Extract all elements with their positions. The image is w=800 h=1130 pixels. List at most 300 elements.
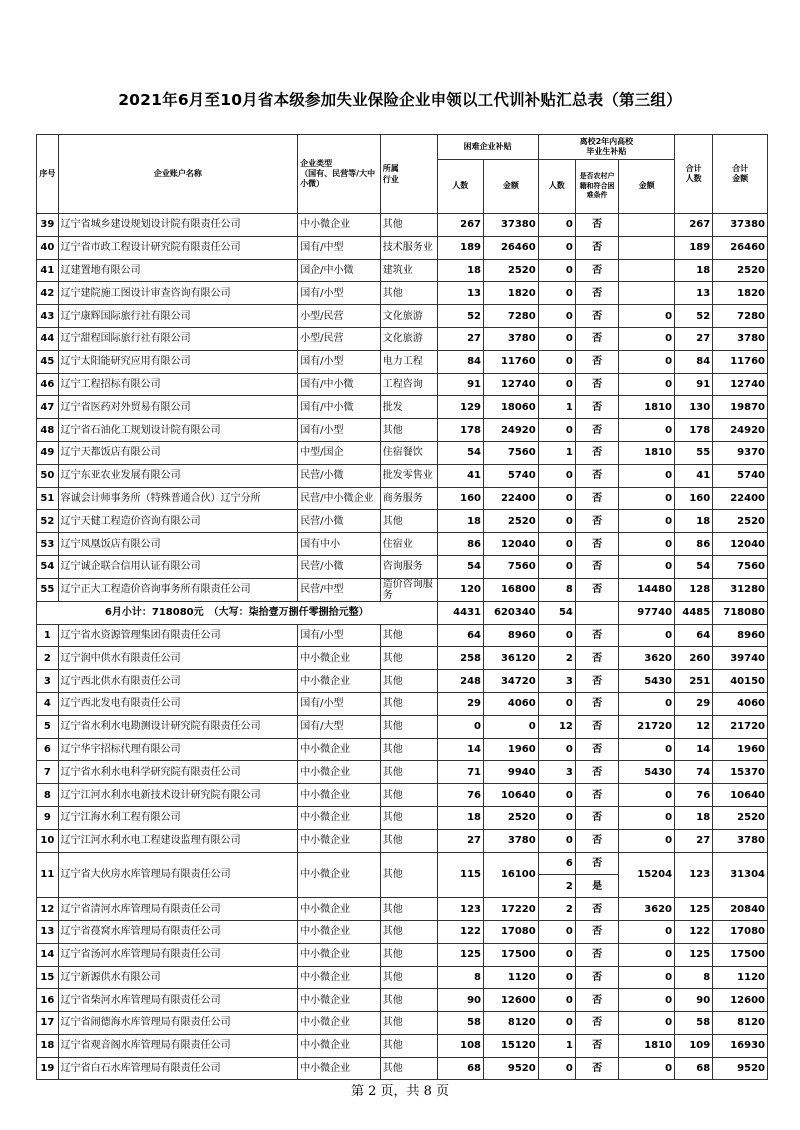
hard-people: 86 [437, 533, 483, 556]
table-row [37, 670, 768, 693]
row-no: 53 [37, 533, 59, 556]
industry: 其他 [380, 692, 437, 715]
grad-people: 0 [538, 305, 575, 328]
industry: 电力工程 [380, 350, 437, 373]
grad-people: 1 [538, 396, 575, 419]
total-amount: 7560 [713, 555, 768, 578]
total-people: 27 [675, 327, 713, 350]
rural-flag: 否 [575, 761, 618, 784]
grad-people: 0 [538, 373, 575, 396]
company-name: 辽宁凤凰饭店有限公司 [58, 533, 298, 556]
industry: 其他 [380, 898, 437, 921]
subtotal-hard-amount: 620340 [484, 601, 539, 624]
grad-amount: 0 [619, 350, 675, 373]
company-type: 中小微企业 [298, 989, 381, 1012]
company-name: 辽宁诚企联合信用认证有限公司 [58, 555, 298, 578]
hard-amount: 8960 [484, 624, 539, 647]
total-people: 58 [675, 1012, 713, 1035]
total-amount: 3780 [713, 327, 768, 350]
industry: 咨询服务 [380, 555, 437, 578]
company-name: 辽宁省清河水库管理局有限责任公司 [58, 898, 298, 921]
hard-people: 18 [437, 510, 483, 533]
table-row [37, 327, 768, 350]
total-amount: 7280 [713, 305, 768, 328]
header-total-people: 合计 人数 [675, 135, 713, 214]
grad-people: 0 [538, 214, 575, 237]
hard-amount: 7560 [484, 441, 539, 464]
rural-flag: 否 [575, 784, 618, 807]
total-people: 84 [675, 350, 713, 373]
total-amount: 8960 [713, 624, 768, 647]
grad-people: 0 [538, 806, 575, 829]
company-type: 国有/小型 [298, 282, 381, 305]
grad-amount: 0 [619, 419, 675, 442]
industry: 其他 [380, 419, 437, 442]
company-type: 民营/小微 [298, 555, 381, 578]
rural-flag: 否 [575, 350, 618, 373]
rural-flag: 否 [575, 966, 618, 989]
row-no: 47 [37, 396, 59, 419]
header-hard-group: 困难企业补贴 [437, 135, 538, 160]
grad-people: 3 [538, 761, 575, 784]
table-row [37, 510, 768, 533]
subtotal-label: 6月小计：718080元 （大写：柒拾壹万捌仟零捌拾元整） [37, 601, 438, 624]
grad-people: 0 [538, 966, 575, 989]
company-type: 国有/中型 [298, 236, 381, 259]
table-row [37, 305, 768, 328]
hard-people: 120 [437, 578, 483, 601]
total-people: 13 [675, 282, 713, 305]
hard-people: 160 [437, 487, 483, 510]
grad-people: 0 [538, 738, 575, 761]
hard-people: 18 [437, 806, 483, 829]
grad-amount: 14480 [619, 578, 675, 601]
table-row [37, 533, 768, 556]
rural-flag: 否 [575, 419, 618, 442]
total-amount: 39740 [713, 647, 768, 670]
company-type: 中型/国企 [298, 441, 381, 464]
industry: 其他 [380, 1012, 437, 1035]
grad-people: 1 [538, 1034, 575, 1057]
total-amount: 2520 [713, 510, 768, 533]
total-amount: 31280 [713, 578, 768, 601]
total-amount: 3780 [713, 829, 768, 852]
industry: 文化旅游 [380, 305, 437, 328]
company-type: 国有/小型 [298, 692, 381, 715]
rural-flag: 否 [575, 578, 618, 601]
grad-amount: 0 [619, 533, 675, 556]
hard-amount: 5740 [484, 464, 539, 487]
rural-flag: 否 [575, 898, 618, 921]
total-amount: 26460 [713, 236, 768, 259]
grad-amount: 0 [619, 305, 675, 328]
company-name: 辽宁西北供水有限责任公司 [58, 670, 298, 693]
rural-flag: 否 [575, 533, 618, 556]
hard-amount: 11760 [484, 350, 539, 373]
company-name: 辽宁省医药对外贸易有限公司 [58, 396, 298, 419]
total-people: 123 [675, 852, 713, 898]
industry: 造价咨询服务 [380, 578, 437, 601]
total-amount: 12040 [713, 533, 768, 556]
hard-amount: 3780 [484, 327, 539, 350]
grad-people: 0 [538, 327, 575, 350]
row-no: 54 [37, 555, 59, 578]
row-no: 6 [37, 738, 59, 761]
row-no: 11 [37, 852, 59, 898]
hard-amount: 15120 [484, 1034, 539, 1057]
total-amount: 2520 [713, 806, 768, 829]
industry: 住宿餐饮 [380, 441, 437, 464]
grad-people: 0 [538, 989, 575, 1012]
rural-flag: 否 [575, 670, 618, 693]
total-amount: 16930 [713, 1034, 768, 1057]
hard-amount: 1820 [484, 282, 539, 305]
grad-people: 0 [538, 236, 575, 259]
total-amount: 12740 [713, 373, 768, 396]
grad-amount: 0 [619, 738, 675, 761]
hard-amount: 17500 [484, 943, 539, 966]
hard-people: 8 [437, 966, 483, 989]
row-no: 5 [37, 715, 59, 738]
total-amount: 1120 [713, 966, 768, 989]
total-people: 86 [675, 533, 713, 556]
total-people: 122 [675, 920, 713, 943]
grad-amount: 0 [619, 464, 675, 487]
company-type: 民营/中型 [298, 578, 381, 601]
table-row [37, 715, 768, 738]
industry: 其他 [380, 784, 437, 807]
company-type: 中小微企业 [298, 1057, 381, 1080]
company-type: 国有/中小微 [298, 373, 381, 396]
row-no: 7 [37, 761, 59, 784]
grad-amount: 0 [619, 692, 675, 715]
total-amount: 8120 [713, 1012, 768, 1035]
header-type: 企业类型 （国有、民营等/大中小微） [298, 135, 381, 214]
hard-people: 27 [437, 327, 483, 350]
header-grad-group: 离校2年内高校 毕业生补贴 [538, 135, 674, 160]
total-people: 189 [675, 236, 713, 259]
company-type: 中小微企业 [298, 670, 381, 693]
total-people: 76 [675, 784, 713, 807]
total-amount: 15370 [713, 761, 768, 784]
table-row [37, 966, 768, 989]
row-no: 48 [37, 419, 59, 442]
hard-people: 123 [437, 898, 483, 921]
table-row [37, 373, 768, 396]
company-type: 国有/大型 [298, 715, 381, 738]
table-row [37, 784, 768, 807]
industry: 其他 [380, 282, 437, 305]
hard-people: 18 [437, 259, 483, 282]
rural-flag: 否 [575, 852, 618, 875]
company-name: 辽宁建院施工图设计审查咨询有限公司 [58, 282, 298, 305]
row-no: 46 [37, 373, 59, 396]
industry: 其他 [380, 510, 437, 533]
total-people: 74 [675, 761, 713, 784]
total-amount: 10640 [713, 784, 768, 807]
table-row [37, 236, 768, 259]
total-amount: 37380 [713, 214, 768, 237]
industry: 文化旅游 [380, 327, 437, 350]
rural-flag: 否 [575, 829, 618, 852]
total-people: 8 [675, 966, 713, 989]
grad-amount: 0 [619, 373, 675, 396]
rural-flag: 否 [575, 487, 618, 510]
company-type: 中小微企业 [298, 852, 381, 898]
total-people: 160 [675, 487, 713, 510]
hard-amount: 1120 [484, 966, 539, 989]
grad-people: 8 [538, 578, 575, 601]
header-rural: 是否农村户籍和符合困难条件 [575, 160, 618, 214]
grad-amount: 3620 [619, 647, 675, 670]
grad-people: 2 [538, 647, 575, 670]
subtotal-row [37, 601, 768, 624]
row-no: 9 [37, 806, 59, 829]
hard-people: 122 [437, 920, 483, 943]
total-people: 251 [675, 670, 713, 693]
company-type: 国有中小 [298, 533, 381, 556]
industry: 其他 [380, 829, 437, 852]
grad-amount: 0 [619, 966, 675, 989]
hard-people: 27 [437, 829, 483, 852]
grad-people: 1 [538, 441, 575, 464]
table-row [37, 419, 768, 442]
grad-people: 3 [538, 670, 575, 693]
company-name: 辽宁省柴河水库管理局有限责任公司 [58, 989, 298, 1012]
company-name: 容诚会计师事务所（特殊普通合伙）辽宁分所 [58, 487, 298, 510]
total-people: 91 [675, 373, 713, 396]
company-type: 中小微企业 [298, 647, 381, 670]
total-people: 14 [675, 738, 713, 761]
total-people: 125 [675, 898, 713, 921]
rural-flag: 否 [575, 1034, 618, 1057]
hard-amount: 2520 [484, 510, 539, 533]
subtotal-rural [575, 601, 618, 624]
row-no: 39 [37, 214, 59, 237]
company-type: 中小微企业 [298, 829, 381, 852]
company-name: 辽宁江河水利水电新技术设计研究院有限公司 [58, 784, 298, 807]
row-no: 41 [37, 259, 59, 282]
hard-amount: 12600 [484, 989, 539, 1012]
rural-flag: 否 [575, 441, 618, 464]
row-no: 51 [37, 487, 59, 510]
industry: 其他 [380, 989, 437, 1012]
company-name: 辽宁润中供水有限责任公司 [58, 647, 298, 670]
total-people: 64 [675, 624, 713, 647]
subtotal-hard-people: 4431 [437, 601, 483, 624]
company-type: 国有/小型 [298, 350, 381, 373]
grad-people: 0 [538, 1057, 575, 1080]
hard-amount: 3780 [484, 829, 539, 852]
company-type: 中小微企业 [298, 761, 381, 784]
grad-amount: 0 [619, 989, 675, 1012]
industry: 其他 [380, 715, 437, 738]
company-type: 小型/民营 [298, 305, 381, 328]
hard-people: 267 [437, 214, 483, 237]
total-amount: 11760 [713, 350, 768, 373]
total-amount: 20840 [713, 898, 768, 921]
grad-amount: 21720 [619, 715, 675, 738]
header-industry: 所属 行业 [380, 135, 437, 214]
table-row [37, 487, 768, 510]
row-no: 52 [37, 510, 59, 533]
row-no: 18 [37, 1034, 59, 1057]
grad-amount: 0 [619, 784, 675, 807]
company-type: 民营/小微 [298, 510, 381, 533]
table-row [37, 692, 768, 715]
rural-flag: 否 [575, 464, 618, 487]
company-name: 辽宁太阳能研究应用有限公司 [58, 350, 298, 373]
hard-people: 248 [437, 670, 483, 693]
grad-people: 0 [538, 350, 575, 373]
table-row [37, 806, 768, 829]
hard-amount: 7560 [484, 555, 539, 578]
hard-people: 129 [437, 396, 483, 419]
company-name: 辽宁天健工程造价咨询有限公司 [58, 510, 298, 533]
industry: 其他 [380, 214, 437, 237]
table-row [37, 898, 768, 921]
row-no: 42 [37, 282, 59, 305]
industry: 其他 [380, 852, 437, 898]
total-people: 178 [675, 419, 713, 442]
company-name: 辽宁天都饭店有限公司 [58, 441, 298, 464]
grad-amount: 1810 [619, 441, 675, 464]
total-people: 54 [675, 555, 713, 578]
company-type: 国有/中小微 [298, 396, 381, 419]
hard-amount: 22400 [484, 487, 539, 510]
hard-amount: 2520 [484, 806, 539, 829]
total-amount: 17080 [713, 920, 768, 943]
row-no: 50 [37, 464, 59, 487]
total-amount: 2520 [713, 259, 768, 282]
total-amount: 1960 [713, 738, 768, 761]
grad-amount: 0 [619, 1012, 675, 1035]
company-name: 辽宁江海水利工程有限公司 [58, 806, 298, 829]
hard-people: 13 [437, 282, 483, 305]
company-name: 辽建置地有限公司 [58, 259, 298, 282]
header-grad-amount: 金额 [619, 160, 675, 214]
industry: 技术服务业 [380, 236, 437, 259]
grad-amount: 0 [619, 487, 675, 510]
total-amount: 4060 [713, 692, 768, 715]
hard-amount: 2520 [484, 259, 539, 282]
company-type: 国企/中小微 [298, 259, 381, 282]
company-type: 中小微企业 [298, 806, 381, 829]
hard-amount: 18060 [484, 396, 539, 419]
total-people: 41 [675, 464, 713, 487]
company-type: 小型/民营 [298, 327, 381, 350]
industry: 其他 [380, 1034, 437, 1057]
industry: 其他 [380, 966, 437, 989]
total-amount: 17500 [713, 943, 768, 966]
hard-amount: 8120 [484, 1012, 539, 1035]
hard-amount: 34720 [484, 670, 539, 693]
total-people: 18 [675, 806, 713, 829]
hard-amount: 7280 [484, 305, 539, 328]
row-no: 44 [37, 327, 59, 350]
rural-flag: 否 [575, 1012, 618, 1035]
grad-people: 0 [538, 510, 575, 533]
grad-amount: 5430 [619, 670, 675, 693]
rural-flag: 否 [575, 943, 618, 966]
rural-flag: 否 [575, 647, 618, 670]
company-name: 辽宁省闹德海水库管理局有限责任公司 [58, 1012, 298, 1035]
total-people: 130 [675, 396, 713, 419]
company-name: 辽宁西北发电有限责任公司 [58, 692, 298, 715]
total-people: 52 [675, 305, 713, 328]
rural-flag: 否 [575, 715, 618, 738]
hard-people: 71 [437, 761, 483, 784]
grad-amount: 0 [619, 829, 675, 852]
row-no: 10 [37, 829, 59, 852]
total-people: 128 [675, 578, 713, 601]
company-name: 辽宁省市政工程设计研究院有限责任公司 [58, 236, 298, 259]
industry: 其他 [380, 738, 437, 761]
rural-flag: 否 [575, 259, 618, 282]
hard-people: 68 [437, 1057, 483, 1080]
company-name: 辽宁省汤河水库管理局有限责任公司 [58, 943, 298, 966]
rural-flag: 否 [575, 510, 618, 533]
grad-people: 2 [538, 898, 575, 921]
grad-people: 0 [538, 555, 575, 578]
total-amount: 9520 [713, 1057, 768, 1080]
row-no: 17 [37, 1012, 59, 1035]
hard-people: 125 [437, 943, 483, 966]
hard-people: 178 [437, 419, 483, 442]
company-name: 辽宁工程招标有限公司 [58, 373, 298, 396]
header-no: 序号 [37, 135, 59, 214]
company-type: 民营/中小微企业 [298, 487, 381, 510]
company-type: 中小微企业 [298, 214, 381, 237]
industry: 其他 [380, 670, 437, 693]
total-amount: 21720 [713, 715, 768, 738]
table-row [37, 761, 768, 784]
rural-flag: 否 [575, 920, 618, 943]
hard-people: 41 [437, 464, 483, 487]
table-row [37, 350, 768, 373]
total-people: 109 [675, 1034, 713, 1057]
company-type: 中小微企业 [298, 738, 381, 761]
rural-flag: 否 [575, 624, 618, 647]
industry: 工程咨询 [380, 373, 437, 396]
hard-amount: 36120 [484, 647, 539, 670]
table-row [37, 829, 768, 852]
rural-flag: 否 [575, 396, 618, 419]
rural-flag: 否 [575, 305, 618, 328]
total-amount: 12600 [713, 989, 768, 1012]
company-type: 国有/小型 [298, 419, 381, 442]
hard-amount: 24920 [484, 419, 539, 442]
total-amount: 31304 [713, 852, 768, 898]
industry: 批发零售业 [380, 464, 437, 487]
hard-amount: 10640 [484, 784, 539, 807]
total-amount: 22400 [713, 487, 768, 510]
grad-amount [619, 214, 675, 237]
row-no: 49 [37, 441, 59, 464]
company-name: 辽宁省水资源管理集团有限责任公司 [58, 624, 298, 647]
table-row [37, 214, 768, 237]
hard-people: 90 [437, 989, 483, 1012]
total-people: 90 [675, 989, 713, 1012]
company-name: 辽宁甜程国际旅行社有限公司 [58, 327, 298, 350]
hard-people: 14 [437, 738, 483, 761]
subtotal-total-amount: 718080 [713, 601, 768, 624]
hard-people: 64 [437, 624, 483, 647]
hard-amount: 9940 [484, 761, 539, 784]
grad-people: 2 [538, 875, 575, 898]
grad-amount: 0 [619, 943, 675, 966]
company-name: 辽宁省石油化工规划设计院有限公司 [58, 419, 298, 442]
